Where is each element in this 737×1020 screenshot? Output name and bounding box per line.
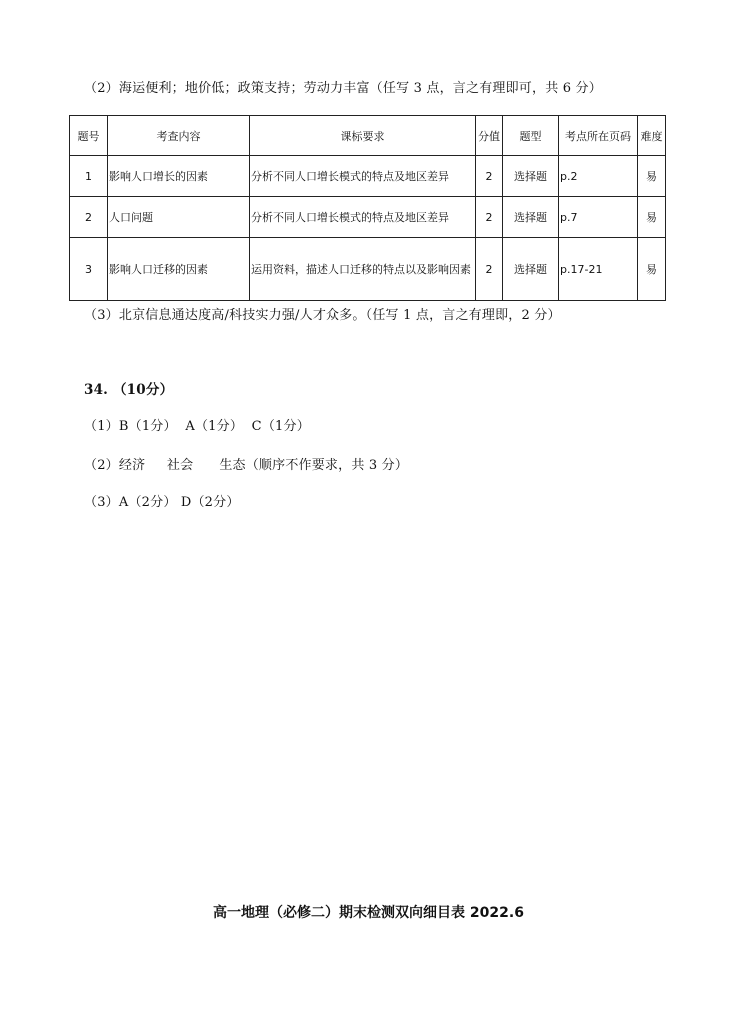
header-difficulty: 难度 — [638, 116, 666, 156]
cell-score: 2 — [476, 197, 503, 238]
cell-difficulty: 易 — [638, 197, 666, 238]
header-standard: 课标要求 — [250, 116, 476, 156]
cell-standard: 分析不同人口增长模式的特点及地区差异 — [250, 156, 476, 197]
header-score: 分值 — [476, 116, 503, 156]
cell-question-no: 1 — [70, 156, 108, 197]
cell-page: p.2 — [559, 156, 638, 197]
cell-page: p.7 — [559, 197, 638, 238]
header-question-no: 题号 — [70, 116, 108, 156]
cell-score: 2 — [476, 156, 503, 197]
cell-difficulty: 易 — [638, 156, 666, 197]
cell-difficulty: 易 — [638, 238, 666, 301]
cell-standard: 分析不同人口增长模式的特点及地区差异 — [250, 197, 476, 238]
spec-table — [69, 115, 666, 301]
header-page: 考点所在页码 — [559, 116, 638, 156]
cell-content: 影响人口增长的因素 — [108, 156, 250, 197]
answer-34-3: （3）A（2分） D（2分） — [84, 495, 240, 510]
cell-content: 影响人口迁移的因素 — [108, 238, 250, 301]
table-row — [70, 197, 666, 238]
question-34-heading: 34. （10分） — [84, 382, 174, 398]
header-type: 题型 — [503, 116, 559, 156]
header-content: 考查内容 — [108, 116, 250, 156]
answer-line-2: （2）海运便利；地价低；政策支持；劳动力丰富（任写 3 点，言之有理即可，共 6 分） — [84, 81, 602, 96]
table-row — [70, 156, 666, 197]
cell-type: 选择题 — [503, 238, 559, 301]
answer-line-3: （3）北京信息通达度高/科技实力强/人才众多。（任写 1 点，言之有理即，2 分） — [84, 308, 561, 323]
cell-standard: 运用资料，描述人口迁移的特点以及影响因素 — [250, 238, 476, 301]
cell-question-no: 2 — [70, 197, 108, 238]
cell-type: 选择题 — [503, 197, 559, 238]
answer-34-1: （1）B（1分） A（1分） C（1分） — [84, 419, 310, 434]
table-header-row — [70, 116, 666, 156]
cell-page: p.17-21 — [559, 238, 638, 301]
answer-34-2: （2）经济 社会 生态（顺序不作要求，共 3 分） — [84, 458, 409, 473]
table-row — [70, 238, 666, 301]
cell-type: 选择题 — [503, 156, 559, 197]
cell-content: 人口问题 — [108, 197, 250, 238]
cell-question-no: 3 — [70, 238, 108, 301]
cell-score: 2 — [476, 238, 503, 301]
document-title: 高一地理（必修二）期末检测双向细目表 2022.6 — [213, 905, 524, 921]
